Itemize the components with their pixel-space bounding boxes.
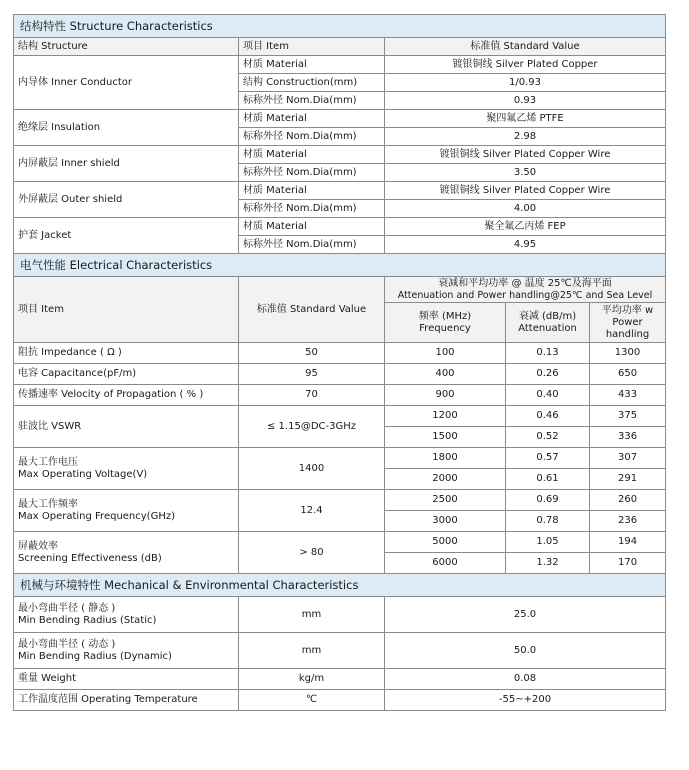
attenuation-header-cn: 衰减和平均功率 @ 温度 25℃及海平面 xyxy=(438,277,612,289)
value-cell: 2.98 xyxy=(385,128,666,146)
att-cell: 0.13 xyxy=(506,343,590,364)
param-name-cn: 最大工作频率 xyxy=(18,498,78,510)
att-cell: 0.78 xyxy=(506,511,590,532)
freq-cell: 400 xyxy=(385,364,506,385)
item-cell: 标称外径 Nom.Dia(mm) xyxy=(239,164,385,182)
param-name-cn: 屏蔽效率 xyxy=(18,540,58,552)
table-row xyxy=(14,690,666,711)
group-name: 绝缘层 Insulation xyxy=(14,110,239,146)
mech-value: -55~+200 xyxy=(385,690,666,711)
param-value: 70 xyxy=(239,385,385,406)
param-value: 1400 xyxy=(239,448,385,490)
group-name: 护套 Jacket xyxy=(14,218,239,254)
value-cell: 镀银铜线 Silver Plated Copper Wire xyxy=(385,182,666,200)
param-name-en: Max Operating Voltage(V) xyxy=(18,468,148,480)
param-name xyxy=(14,490,239,532)
table-row xyxy=(14,364,666,385)
attenuation-col-header xyxy=(506,303,590,343)
att-cell: 0.57 xyxy=(506,448,590,469)
mech-value: 0.08 xyxy=(385,669,666,690)
table-row xyxy=(14,218,666,236)
item-cell: 材质 Material xyxy=(239,110,385,128)
table-row xyxy=(14,669,666,690)
pwr-cell: 1300 xyxy=(590,343,666,364)
value-cell: 1/0.93 xyxy=(385,74,666,92)
att-cell: 0.26 xyxy=(506,364,590,385)
mech-param-cn: 最小弯曲半径 ( 静态 ) xyxy=(18,602,116,614)
structure-header-row xyxy=(14,38,666,56)
mech-param-en: Min Bending Radius (Static) xyxy=(18,614,157,626)
param-value: ≤ 1.15@DC-3GHz xyxy=(239,406,385,448)
value-cell: 镀银铜线 Silver Plated Copper xyxy=(385,56,666,74)
att-cell: 1.05 xyxy=(506,532,590,553)
table-row xyxy=(14,406,666,427)
item-cell: 标称外径 Nom.Dia(mm) xyxy=(239,92,385,110)
freq-cell: 100 xyxy=(385,343,506,364)
table-row xyxy=(14,182,666,200)
param-name-en: Max Operating Frequency(GHz) xyxy=(18,510,176,522)
param-name xyxy=(14,532,239,574)
att-cell: 0.46 xyxy=(506,406,590,427)
item-cell: 材质 Material xyxy=(239,182,385,200)
value-cell: 镀银铜线 Silver Plated Copper Wire xyxy=(385,146,666,164)
item-cell: 材质 Material xyxy=(239,218,385,236)
electrical-section-title: 电气性能 Electrical Characteristics xyxy=(14,254,666,277)
item-col-header: 项目 Item xyxy=(239,38,385,56)
pwr-cell: 650 xyxy=(590,364,666,385)
table-row xyxy=(14,110,666,128)
att-cell: 0.40 xyxy=(506,385,590,406)
pwr-cell: 433 xyxy=(590,385,666,406)
att-cell: 0.69 xyxy=(506,490,590,511)
param-value: 50 xyxy=(239,343,385,364)
item-cell: 材质 Material xyxy=(239,56,385,74)
table-row xyxy=(14,385,666,406)
param-name: 阻抗 Impedance ( Ω ) xyxy=(14,343,239,364)
att-cell: 1.32 xyxy=(506,553,590,574)
freq-cell: 2000 xyxy=(385,469,506,490)
attenuation-group-header xyxy=(385,277,666,303)
mech-param-name: 重量 Weight xyxy=(14,669,239,690)
group-name: 内屏蔽层 Inner shield xyxy=(14,146,239,182)
pwr-cell: 375 xyxy=(590,406,666,427)
param-name: 电容 Capacitance(pF/m) xyxy=(14,364,239,385)
structure-section-title: 结构特性 Structure Characteristics xyxy=(14,15,666,38)
freq-cell: 900 xyxy=(385,385,506,406)
param-value: > 80 xyxy=(239,532,385,574)
attenuation-header-line: 衰减 (dB/m) xyxy=(518,310,577,322)
value-cell: 聚全氟乙丙烯 FEP xyxy=(385,218,666,236)
item-cell: 标称外径 Nom.Dia(mm) xyxy=(239,236,385,254)
param-name xyxy=(14,448,239,490)
param-name-cn: 最大工作电压 xyxy=(18,456,78,468)
group-name: 外屏蔽层 Outer shield xyxy=(14,182,239,218)
param-name: 驻波比 VSWR xyxy=(14,406,239,448)
table-row xyxy=(14,633,666,669)
mech-unit: mm xyxy=(239,633,385,669)
att-cell: 0.61 xyxy=(506,469,590,490)
mech-param-cn: 最小弯曲半径 ( 动态 ) xyxy=(18,638,116,650)
freq-cell: 2500 xyxy=(385,490,506,511)
freq-cell: 3000 xyxy=(385,511,506,532)
param-name: 传播速率 Velocity of Propagation ( % ) xyxy=(14,385,239,406)
freq-cell: 5000 xyxy=(385,532,506,553)
frequency-header-line: 频率 (MHz) xyxy=(418,310,472,322)
param-col-header: 项目 Item xyxy=(14,277,239,343)
power-header-line: handling xyxy=(605,328,650,340)
mech-unit: kg/m xyxy=(239,669,385,690)
item-cell: 标称外径 Nom.Dia(mm) xyxy=(239,200,385,218)
standard-value-col-header: 标准值 Standard Value xyxy=(385,38,666,56)
freq-cell: 1500 xyxy=(385,427,506,448)
pwr-cell: 170 xyxy=(590,553,666,574)
mech-param-name xyxy=(14,597,239,633)
table-row xyxy=(14,597,666,633)
value-cell: 0.93 xyxy=(385,92,666,110)
group-name: 内导体 Inner Conductor xyxy=(14,56,239,110)
frequency-col-header xyxy=(385,303,506,343)
pwr-cell: 194 xyxy=(590,532,666,553)
table-row xyxy=(14,532,666,553)
mechanical-section-title: 机械与环境特性 Mechanical & Environmental Characteristics xyxy=(14,574,666,597)
mech-param-name: 工作温度范围 Operating Temperature xyxy=(14,690,239,711)
pwr-cell: 260 xyxy=(590,490,666,511)
pwr-cell: 236 xyxy=(590,511,666,532)
std-col-header: 标准值 Standard Value xyxy=(239,277,385,343)
structure-col-header: 结构 Structure xyxy=(14,38,239,56)
spec-sheet xyxy=(13,14,665,711)
mech-param-en: Min Bending Radius (Dynamic) xyxy=(18,650,172,662)
value-cell: 3.50 xyxy=(385,164,666,182)
power-header-line: Power xyxy=(612,316,643,328)
mech-value: 50.0 xyxy=(385,633,666,669)
table-row xyxy=(14,448,666,469)
table-row xyxy=(14,343,666,364)
pwr-cell: 336 xyxy=(590,427,666,448)
mech-value: 25.0 xyxy=(385,597,666,633)
mech-unit: mm xyxy=(239,597,385,633)
item-cell: 结构 Construction(mm) xyxy=(239,74,385,92)
power-header-line: 平均功率 w xyxy=(601,304,654,316)
value-cell: 4.95 xyxy=(385,236,666,254)
item-cell: 标称外径 Nom.Dia(mm) xyxy=(239,128,385,146)
table-row xyxy=(14,146,666,164)
mech-param-name xyxy=(14,633,239,669)
freq-cell: 1800 xyxy=(385,448,506,469)
power-col-header xyxy=(590,303,666,343)
att-cell: 0.52 xyxy=(506,427,590,448)
frequency-header-line: Frequency xyxy=(419,322,471,334)
item-cell: 材质 Material xyxy=(239,146,385,164)
param-name-en: Screening Effectiveness (dB) xyxy=(18,552,162,564)
freq-cell: 6000 xyxy=(385,553,506,574)
table-row xyxy=(14,490,666,511)
spec-table xyxy=(13,14,666,711)
value-cell: 4.00 xyxy=(385,200,666,218)
attenuation-header-line: Attenuation xyxy=(518,322,577,334)
param-value: 95 xyxy=(239,364,385,385)
electrical-header-row xyxy=(14,277,666,303)
value-cell: 聚四氟乙烯 PTFE xyxy=(385,110,666,128)
mech-unit: ℃ xyxy=(239,690,385,711)
freq-cell: 1200 xyxy=(385,406,506,427)
pwr-cell: 307 xyxy=(590,448,666,469)
param-value: 12.4 xyxy=(239,490,385,532)
table-row xyxy=(14,56,666,74)
attenuation-header-en: Attenuation and Power handling@25℃ and Sea Level xyxy=(397,289,653,301)
pwr-cell: 291 xyxy=(590,469,666,490)
